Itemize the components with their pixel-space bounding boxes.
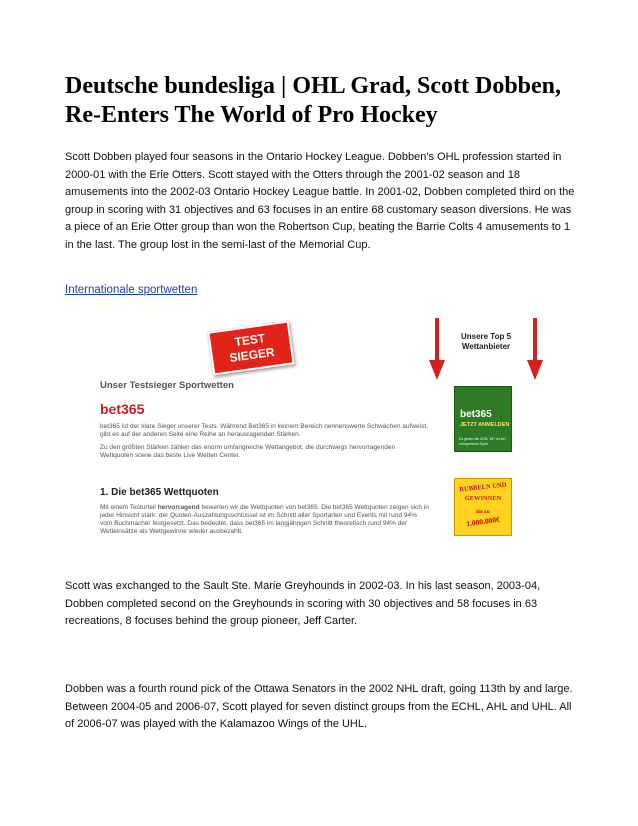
ad-jetzt-anmelden: JETZT ANMELDEN bbox=[460, 422, 510, 428]
stamp-line-1: TEST bbox=[233, 331, 267, 350]
arrow-down-icon bbox=[527, 318, 543, 380]
stamp-line-2: SIEGER bbox=[228, 344, 276, 366]
banner-text-2: Zu den größten Stärken zählen das enorm umfangreiche Wettangebot, die durchwegs hervorragenden Wettquoten sowie das beste Live Wetten Center. bbox=[100, 444, 396, 459]
top5-line-2: Wettanbieter bbox=[461, 342, 511, 351]
bet365-logo: bet365 bbox=[100, 401, 145, 417]
arrow-down-icon bbox=[429, 318, 445, 380]
rubbeln-gewinnen-ad-tile[interactable] bbox=[454, 478, 512, 536]
test-sieger-stamp bbox=[207, 321, 294, 376]
banner-text-3-end: bewerten wir die Wettquoten von bet365. Die bet365 Wettquoten zeigen sich in jeder Hinsicht stark: der Quoten-Auszahlungsschlüssel ist im Schnitt aller Sportarten und Events mit rund 94% vom Buchmacher festgesetzt. Das bedeutet, dass bet365 im langjährigen Schnitt theoretisch rund 94% der Wetteinsätze als Wettgewinne wieder ausbezahlt. bbox=[100, 504, 429, 535]
top5-line-1: Unsere Top 5 bbox=[460, 332, 512, 341]
paragraph-ohl-career: Scott Dobben played four seasons in the Ontario Hockey League. Dobben's OHL profession started in 2000-01 with the Erie Otters. Scott stayed with the Otters through the 2001-02 season and 18 amusements into the 2002-03 Ontario Hockey League battle. In 2001-02, Dobben completed third on the group in scoring with 31 objectives and 63 focuses in an entire 68 customary season diversions. He was a piece of an Erie Otter group than won the Robertson Cup, beating the Barrie Colts 4 amusements to 1 in the last. The group lost in the semi-last of the Memorial Cup. bbox=[65, 151, 575, 251]
wettquoten-heading: 1. Die bet365 Wettquoten bbox=[100, 487, 219, 498]
ad2-line-1: RUBBELN UND bbox=[459, 481, 507, 494]
ad-fine-print: Es gelten die AGB. 18+ ist ein erfolgreiches Spiel bbox=[459, 437, 506, 446]
internationale-sportwetten-link[interactable]: Internationale sportwetten bbox=[65, 284, 198, 296]
ad2-line-2: GEWINNEN bbox=[464, 495, 502, 502]
top5-heading bbox=[452, 332, 520, 352]
banner-text-1: bet365 ist der klare Sieger unserer Tests. Während Bet365 in keinem Bereich nennenswerte Schwächen aufweist, gibt es auf der anderen Seite eine Reihe an herausragenden Stärken. bbox=[100, 423, 428, 438]
banner-text-3-bold: hervorragend bbox=[157, 504, 200, 511]
bet365-ad-tile[interactable] bbox=[454, 386, 512, 452]
paragraph-draft: Dobben was a fourth round pick of the Ottawa Senators in the 2002 NHL draft, going 113th by and large. Between 2004-05 and 2006-07, Scott played for seven distinct groups from the ECHL, AHL and UHL. All of 2006-07 was played with the Kalamazoo Wings of the UHL. bbox=[65, 683, 573, 730]
banner-text-3-start: Mit einem Testurteil bbox=[100, 504, 158, 511]
ad2-line-3: bis zu bbox=[476, 509, 490, 515]
page-title: Deutsche bundesliga | OHL Grad, Scott Dobben, Re-Enters The World of Pro Hockey bbox=[65, 73, 562, 128]
paragraph-greyhounds: Scott was exchanged to the Sault Ste. Marie Greyhounds in 2002-03. In his last season, 2003-04, Dobben completed second on the Greyhounds in scoring with 30 objectives and 58 focuses in 63 recreations, 8 focuses behind the group pioneer, Jeff Carter. bbox=[65, 580, 541, 627]
banner-text-3 bbox=[100, 504, 430, 536]
ad2-line-4: 1.000.000€ bbox=[465, 514, 501, 529]
testsieger-heading: Unser Testsieger Sportwetten bbox=[100, 380, 234, 391]
ad-bet365-logo: bet365 bbox=[460, 409, 492, 420]
sportwetten-banner-image[interactable] bbox=[88, 312, 544, 556]
